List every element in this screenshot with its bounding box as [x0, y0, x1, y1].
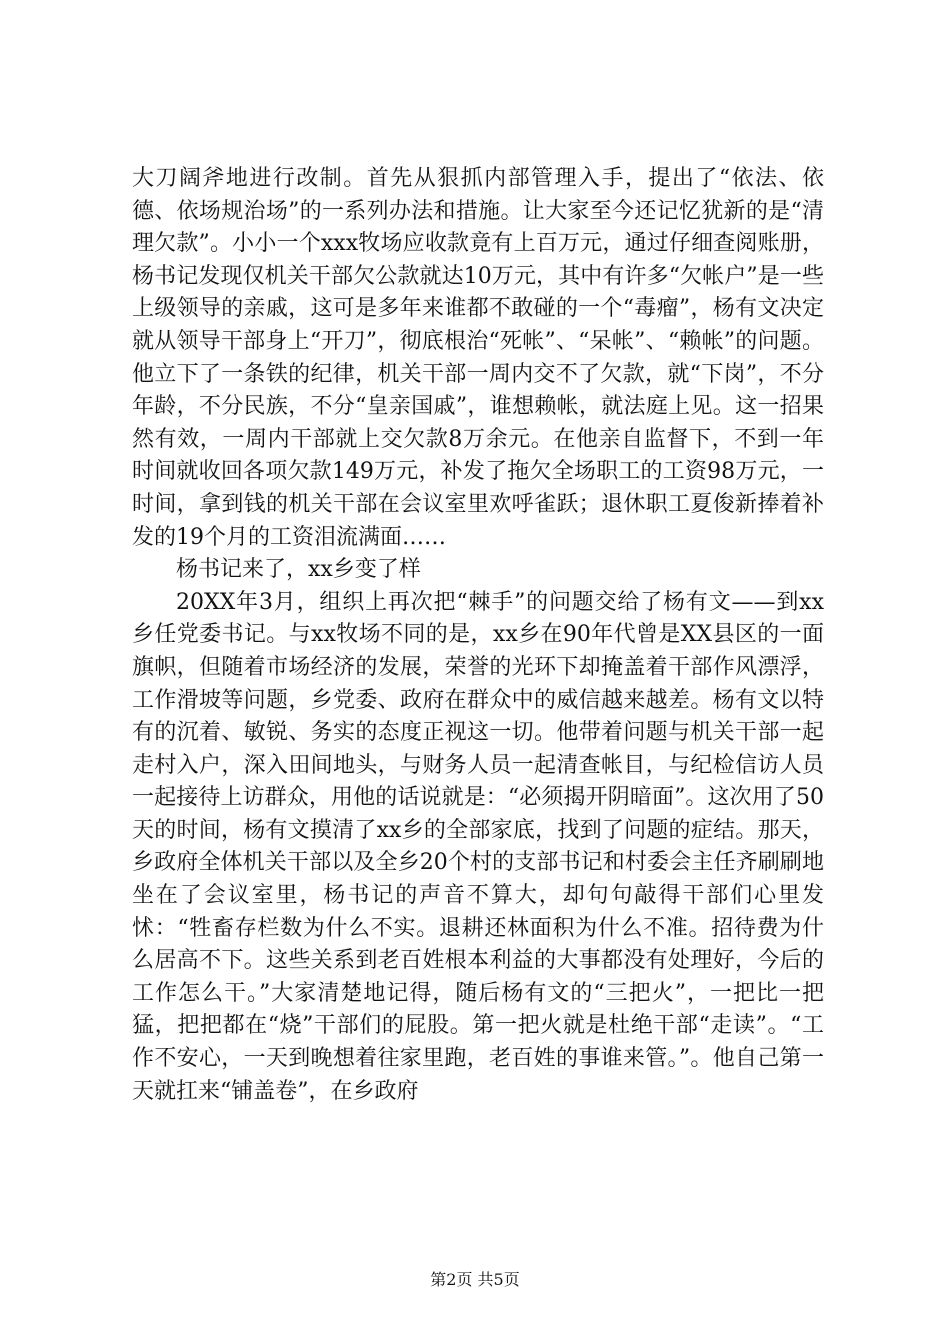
- paragraph-debt-cleanup: 大刀阔斧地进行改制。首先从狠抓内部管理入手，提出了“依法、依德、依场规治场”的一系列办法和措施。让大家至今还记忆犹新的是“清理欠款”。小小一个xxx牧场应收款竟有上百万元，通过仔细查阅账册，杨书记发现仅机关干部欠公款就达10万元，其中有许多“欠帐户”是一些上级领导的亲戚，这可是多年来谁都不敢碰的一个“毒瘤”，杨有文决定就从领导干部身上“开刀”，彻底根治“死帐”、“呆帐”、“赖帐”的问题。他立下了一条铁的纪律，机关干部一周内交不了欠款，就“下岗”，不分年龄，不分民族，不分“皇亲国戚”，谁想赖帐，就法庭上见。这一招果然有效，一周内干部就上交欠款8万余元。在他亲自监督下，不到一年时间就收回各项欠款149万元，补发了拖欠全场职工的工资98万元，一时间，拿到钱的机关干部在会议室里欢呼雀跃；退休职工夏俊新捧着补发的19个月的工资泪流满面……: [132, 166, 824, 550]
- paragraph-township-reform: 20XX年3月，组织上再次把“棘手”的问题交给了杨有文——到xx乡任党委书记。与xx牧场不同的是，xx乡在90年代曾是XX县区的一面旗帜，但随着市场经济的发展，荣誉的光环下却掩盖着干部作风漂浮，工作滑坡等问题，乡党委、政府在群众中的威信越来越差。杨有文以特有的沉着、敏锐、务实的态度正视这一切。他带着问题与机关干部一起走村入户，深入田间地头，与财务人员一起清查帐目，与纪检信访人员一起接待上访群众，用他的话说就是：“必须揭开阴暗面”。这次用了50天的时间，杨有文摸清了xx乡的全部家底，找到了问题的症结。那天，乡政府全体机关干部以及全乡20个村的支部书记和村委会主任齐刷刷地坐在了会议室里，杨书记的声音不算大，却句句敲得干部们心里发怵：“牲畜存栏数为什么不实。退耕还林面积为什么不准。招待费为什么居高不下。这些关系到老百姓根本利益的大事都没有处理好，今后的工作怎么干。”大家清楚地记得，随后杨有文的“三把火”，一把比一把猛，把把都在“烧”干部们的屁股。第一把火就是杜绝干部“走读”。“工作不安心，一天到晚想着往家里跑，老百姓的事谁来管。”。他自己第一天就扛来“铺盖卷”，在乡政府: [132, 589, 824, 1104]
- section-heading: 杨书记来了，xx乡变了样: [176, 557, 421, 583]
- page-footer: 第2页 共5页: [430, 1270, 520, 1289]
- document-body: [132, 163, 824, 1108]
